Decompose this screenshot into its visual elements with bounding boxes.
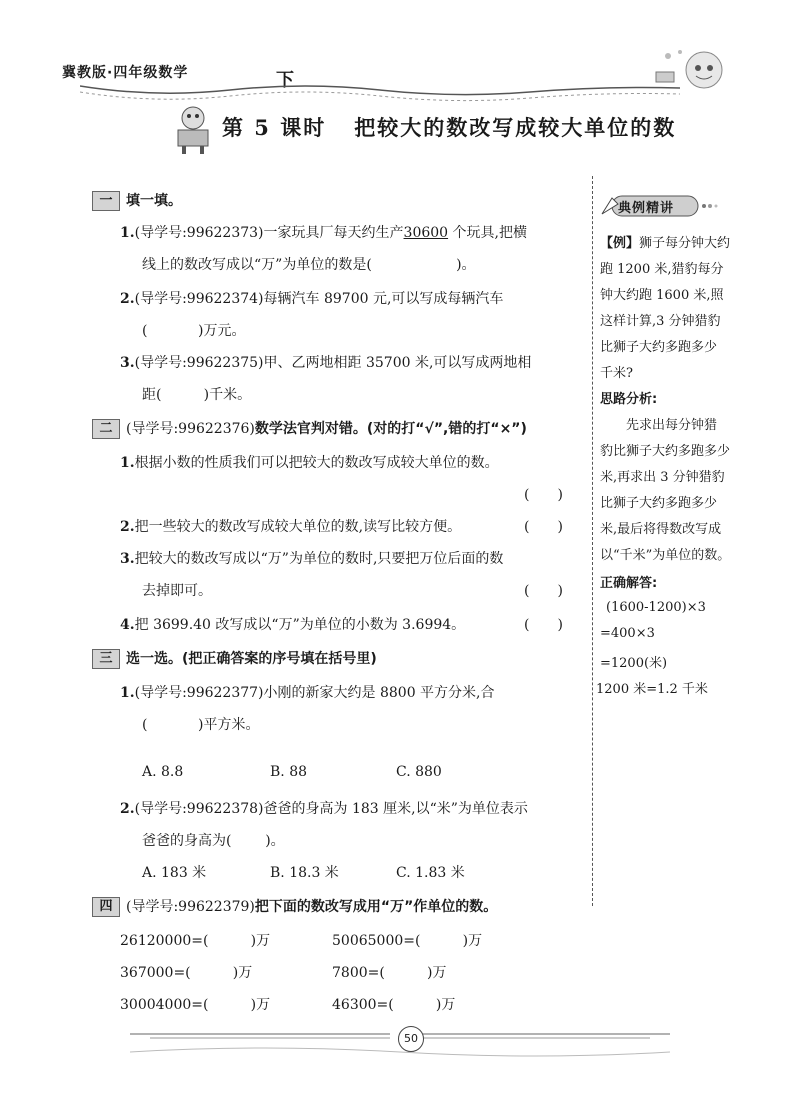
s2-q4-line1: 4.把 3699.40 改写成以“万”为单位的小数为 3.6994。 <box>120 617 466 633</box>
lesson-name: 把较大的数改写成较大单位的数 <box>354 115 677 140</box>
s2-q3-line1: 3.把较大的数改写成以“万”为单位的数时,只要把万位后面的数 <box>120 551 504 567</box>
s4-item-5: 30004000=( )万 <box>120 997 271 1013</box>
sidebar-analysis-line-5: 米,最后将得数改写成 <box>600 522 722 537</box>
s1-q3-line1: 3.(导学号:99622375)甲、乙两地相距 35700 米,可以写成两地相 <box>120 355 532 371</box>
s3-q2-line2: 爸爸的身高为( )。 <box>142 833 285 849</box>
s3-q1-answer-blank[interactable] <box>147 717 198 733</box>
section-3-instruction: 选一选。(把正确答案的序号填在括号里) <box>126 651 377 667</box>
sidebar-analysis-line-6: 以“千米”为单位的数。 <box>600 548 731 563</box>
sidebar-answer-line-4: 1200 米=1.2 千米 <box>596 682 708 697</box>
s2-q2-judge-box[interactable]: ( ) <box>524 519 563 535</box>
sidebar-answer-line-1: (1600-1200)×3 <box>606 600 706 615</box>
s1-q2-answer-blank[interactable] <box>147 323 198 339</box>
sidebar-analysis-line-4: 比狮子大约多跑多少 <box>600 496 718 511</box>
section-1-instruction: 填一填。 <box>126 193 182 209</box>
s4-item-6: 46300=( )万 <box>332 997 456 1013</box>
s1-q1-answer-blank[interactable] <box>372 257 456 273</box>
sidebar-title: 典例精讲 <box>618 201 675 216</box>
s3-q2-line1: 2.(导学号:99622378)爸爸的身高为 183 厘米,以“米”为单位表示 <box>120 801 528 817</box>
s1-q1-underlined-number: 30600 <box>403 225 449 241</box>
s2-q1-judge-box[interactable]: ( ) <box>524 487 563 503</box>
s3-q2-option-c: C. 1.83 米 <box>396 865 465 881</box>
lesson-mascot-icon <box>172 104 214 156</box>
section-3-heading <box>92 648 377 669</box>
lesson-title <box>222 112 676 142</box>
s1-q1-line2: 线上的数改写成以“万”为单位的数是( )。 <box>142 257 476 273</box>
section-4-instruction: 把下面的数改写成用“万”作单位的数。 <box>254 899 498 915</box>
s2-q3-line2: 去掉即可。 <box>142 583 212 599</box>
sidebar-analysis-line-3: 米,再求出 3 分钟猎豹 <box>600 470 725 485</box>
s4-item-1: 26120000=( )万 <box>120 933 271 949</box>
header-volume: 下 <box>276 70 294 91</box>
s3-q1-line1: 1.(导学号:99622377)小刚的新家大约是 8800 平方分米,合 <box>120 685 495 701</box>
s3-q1-line2: ( )平方米。 <box>142 717 260 733</box>
sidebar-example-line-4: 这样计算,3 分钟猎豹 <box>600 314 721 329</box>
s1-q3-answer-blank[interactable] <box>161 387 203 403</box>
sidebar-analysis-heading: 思路分析: <box>600 392 658 407</box>
s3-q1-option-a: A. 8.8 <box>142 764 184 780</box>
sidebar-example-line-6: 千米? <box>600 366 633 381</box>
section-2-label: 二 <box>92 419 120 439</box>
lesson-number: 第 5 课时 <box>222 115 327 140</box>
header-wave-decoration <box>80 80 680 104</box>
sidebar-answer-line-3: =1200(米) <box>600 656 668 671</box>
s3-q1-option-b: B. 88 <box>270 764 308 780</box>
s3-q1-option-c: C. 880 <box>396 764 442 780</box>
s1-q3-line2: 距( )千米。 <box>142 387 252 403</box>
s4-item-4: 7800=( )万 <box>332 965 447 981</box>
sidebar-analysis-line-2: 豹比狮子大约多跑多少 <box>600 444 731 459</box>
sidebar-example-line-2: 跑 1200 米,猎豹每分 <box>600 262 724 277</box>
header-brand: 冀教版·四年级数学 <box>62 65 189 81</box>
section-4-label: 四 <box>92 897 120 917</box>
s3-q2-option-a: A. 183 米 <box>142 865 207 881</box>
s1-q2-line1: 2.(导学号:99622374)每辆汽车 89700 元,可以写成每辆汽车 <box>120 291 504 307</box>
s1-q1-line1: 1.(导学号:99622373)一家玩具厂每天约生产30600 个玩具,把横 <box>120 225 527 241</box>
sidebar-example-line-3: 钟大约跑 1600 米,照 <box>600 288 724 303</box>
sidebar-analysis-line-1: 先求出每分钟猎 <box>626 418 718 433</box>
section-1-heading <box>92 190 182 211</box>
s3-q2-option-b: B. 18.3 米 <box>270 865 339 881</box>
column-divider <box>592 176 593 906</box>
s2-q4-judge-box[interactable]: ( ) <box>524 617 563 633</box>
section-2-heading: 二 (导学号:99622376)数学法官判对错。(对的打“√”,错的打“×”) <box>92 418 527 439</box>
section-3-label: 三 <box>92 649 120 669</box>
sidebar-example-line-1: 【例】狮子每分钟大约 <box>600 236 731 251</box>
s4-item-3: 367000=( )万 <box>120 965 253 981</box>
sidebar-answer-line-2: =400×3 <box>600 626 655 641</box>
section-2-instruction: 数学法官判对错。(对的打“√”,错的打“×”) <box>254 421 527 437</box>
sidebar-example-line-5: 比狮子大约多跑多少 <box>600 340 718 355</box>
s2-q1-line1: 1.根据小数的性质我们可以把较大的数改写成较大单位的数。 <box>120 455 499 471</box>
s4-item-2: 50065000=( )万 <box>332 933 483 949</box>
s1-q2-line2: ( )万元。 <box>142 323 246 339</box>
s3-q2-answer-blank[interactable] <box>231 833 265 849</box>
s2-q2-line1: 2.把一些较大的数改写成较大单位的数,读写比较方便。 <box>120 519 462 535</box>
s2-q3-judge-box[interactable]: ( ) <box>524 583 563 599</box>
section-4-heading: 四 (导学号:99622379)把下面的数改写成用“万”作单位的数。 <box>92 896 497 917</box>
page-number: 50 <box>398 1026 424 1052</box>
header-cartoon-icon <box>648 46 728 94</box>
sidebar-answer-heading: 正确解答: <box>600 576 658 591</box>
section-1-label: 一 <box>92 191 120 211</box>
